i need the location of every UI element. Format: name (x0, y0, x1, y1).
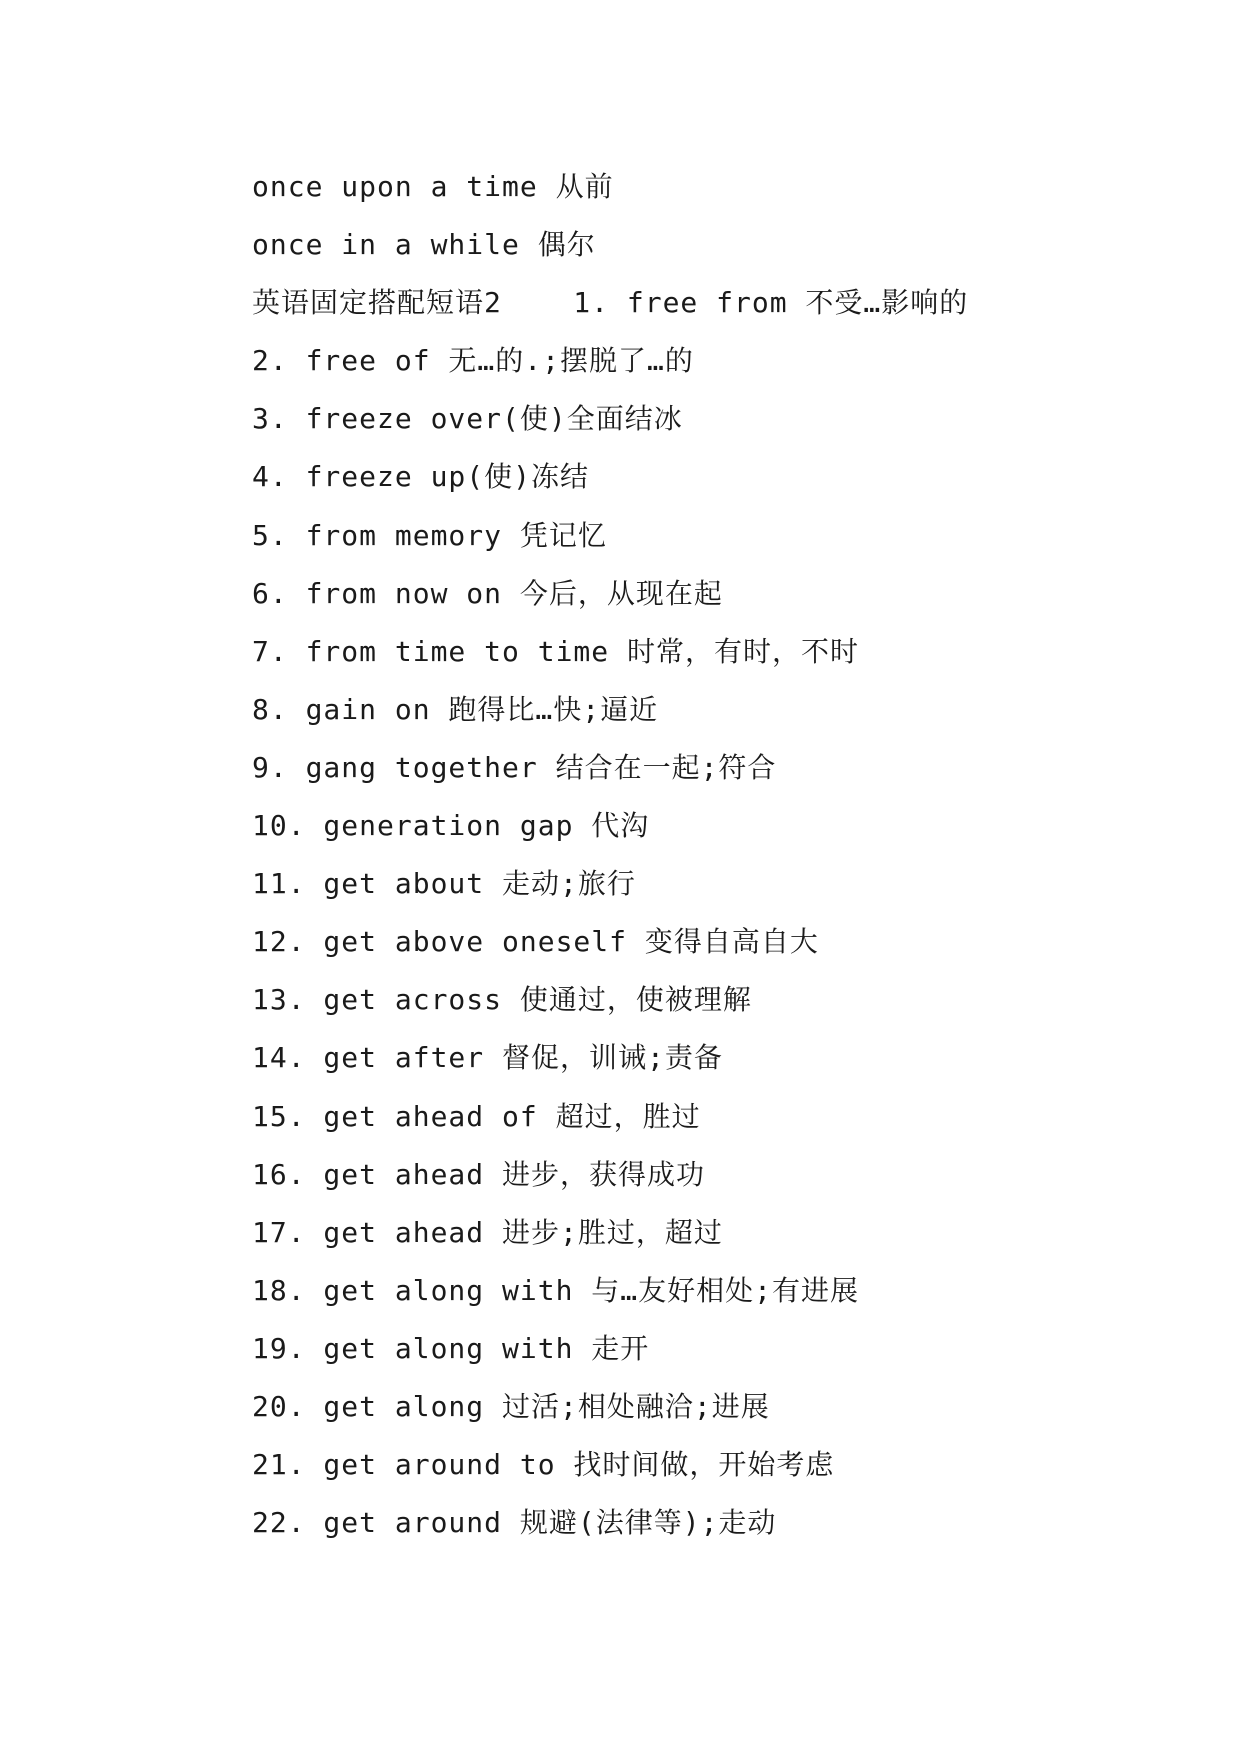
text-line: 2. free of 无…的.;摆脱了…的 (252, 344, 694, 378)
text-line: 20. get along 过活;相处融洽;进展 (252, 1389, 770, 1423)
text-line: 5. from memory 凭记忆 (252, 518, 607, 552)
text-line: 15. get ahead of 超过，胜过 (252, 1099, 701, 1133)
text-line: 6. from now on 今后，从现在起 (252, 576, 723, 610)
text-line: 英语固定搭配短语2 1. free from 不受…影响的 (252, 286, 969, 320)
text-line: 4. freeze up(使)冻结 (252, 460, 590, 494)
text-line: 22. get around 规避(法律等);走动 (252, 1506, 777, 1540)
text-line: 21. get around to 找时间做，开始考虑 (252, 1448, 835, 1482)
text-line: 3. freeze over(使)全面结冰 (252, 402, 683, 436)
text-line: 19. get along with 走开 (252, 1331, 650, 1365)
text-line: 12. get above oneself 变得自高自大 (252, 925, 819, 959)
text-line: once in a while 偶尔 (252, 228, 596, 262)
text-line: 9. gang together 结合在一起;符合 (252, 750, 777, 784)
text-line: 13. get across 使通过，使被理解 (252, 983, 752, 1017)
document-page (252, 158, 1152, 1552)
text-line: 8. gain on 跑得比…快;逼近 (252, 692, 659, 726)
text-line: 17. get ahead 进步;胜过，超过 (252, 1215, 723, 1249)
text-line: 7. from time to time 时常，有时，不时 (252, 634, 860, 668)
text-line: 18. get along with 与…友好相处;有进展 (252, 1273, 860, 1307)
text-line: 11. get about 走动;旅行 (252, 867, 636, 901)
text-line: once upon a time 从前 (252, 170, 614, 203)
text-line: 14. get after 督促，训诫;责备 (252, 1041, 723, 1075)
text-line: 16. get ahead 进步，获得成功 (252, 1157, 706, 1191)
text-line: 10. generation gap 代沟 (252, 809, 650, 843)
